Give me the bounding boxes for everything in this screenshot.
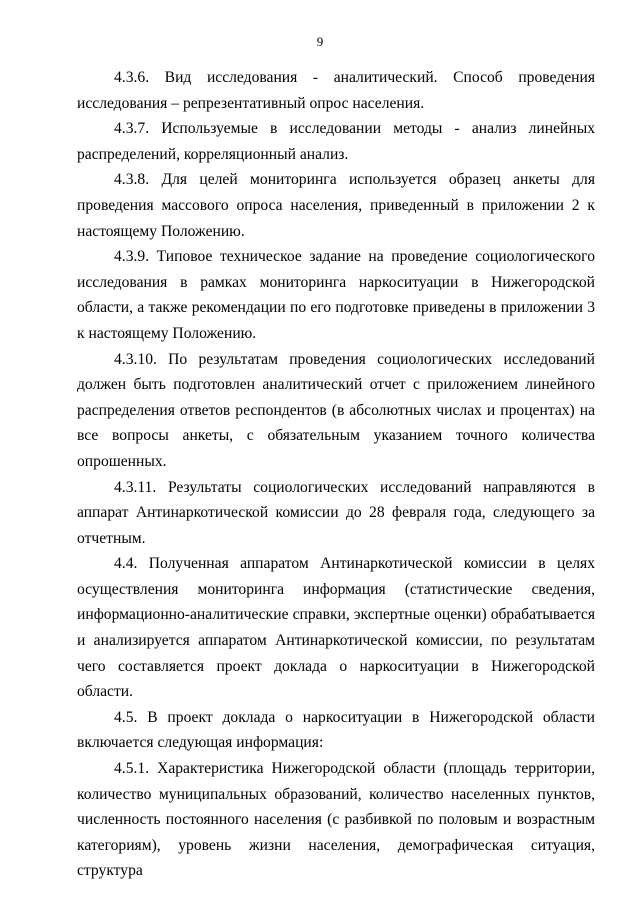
paragraph-4-3-11: 4.3.11. Результаты социологических исследований направляются в аппарат Антинаркотической комиссии до 28 февраля года, следующего за отчетным.: [77, 478, 595, 547]
paragraph-4-3-9: 4.3.9. Типовое техническое задание на проведение социологического исследования в рамках мониторинга наркоситуации в Нижегородской области, а также рекомендации по его подготовке приведены в приложении 3 к настоящему Положению.: [77, 248, 595, 342]
document-body: [77, 65, 595, 884]
paragraph-4-5-1: 4.5.1. Характеристика Нижегородской области (площадь территории, количество муниципальных образований, количество населенных пунктов, численность постоянного населения (с разбивкой по половым и возрастным категориям), уровень жизни населения, демографическая ситуация, структура: [77, 760, 595, 880]
paragraph-4-5: 4.5. В проект доклада о наркоситуации в Нижегородской области включается следующая информация:: [77, 708, 595, 752]
paragraph-4-3-8: 4.3.8. Для целей мониторинга используется образец анкеты для проведения массового опроса населения, приведенный в приложении 2 к настоящему Положению.: [77, 171, 595, 240]
paragraph-4-3-6: 4.3.6. Вид исследования - аналитический. Способ проведения исследования – репрезентативный опрос населения.: [77, 69, 595, 112]
paragraph-4-4: 4.4. Полученная аппаратом Антинаркотической комиссии в целях осуществления мониторинга информация (статистические сведения, информационно-аналитические справки, экспертные оценки) обрабатывается и анализируется аппаратом Антинаркотической комиссии, по результатам чего составляется проект доклада о наркоситуации в Нижегородской области.: [77, 555, 595, 701]
paragraph-4-3-7: 4.3.7. Используемые в исследовании методы - анализ линейных распределений, корреляционный анализ.: [77, 120, 595, 163]
page-number: 9: [316, 34, 324, 49]
paragraph-4-3-10: 4.3.10. По результатам проведения социологических исследований должен быть подготовлен аналитический отчет с приложением линейного распределения ответов респондентов (в абсолютных числах и процентах) на все вопросы анкеты, с обязательным указанием точного количества опрошенных.: [77, 350, 595, 470]
